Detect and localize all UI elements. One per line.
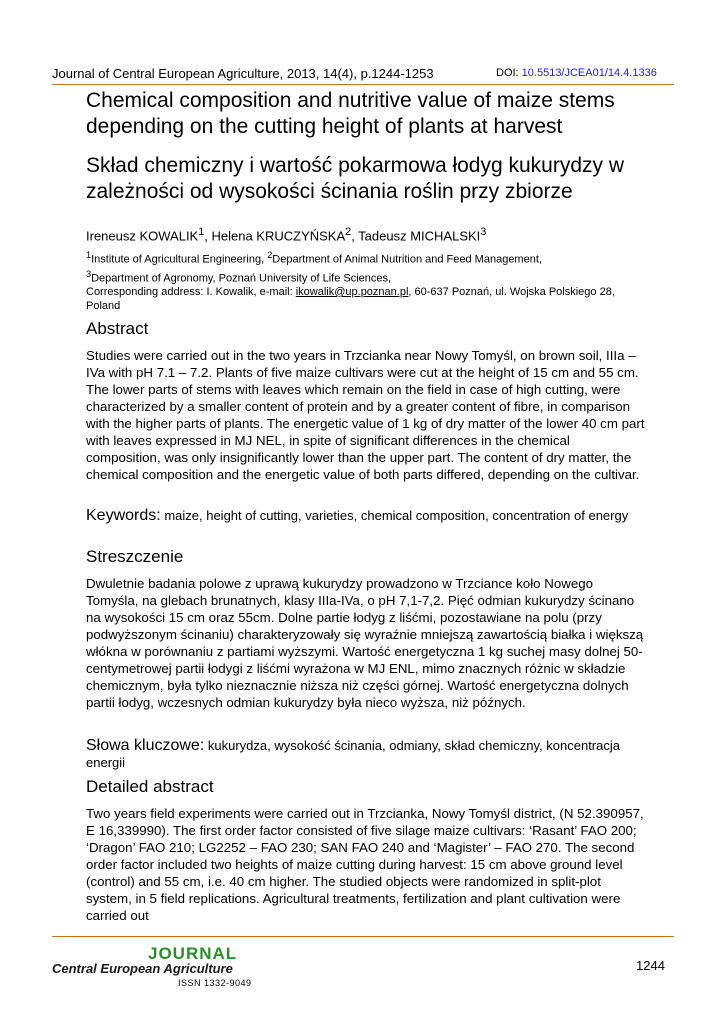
journal-reference: Journal of Central European Agriculture, 2013, 14(4), p.1244-1253 [52, 66, 434, 81]
doi-link[interactable]: 10.5513/JCEA01/14.4.1336 [521, 67, 657, 79]
email-link[interactable]: ikowalik@up.poznan.pl [295, 286, 409, 298]
doi: DOI: 10.5513/JCEA01/14.4.1336 [496, 67, 657, 79]
logo-issn: ISSN 1332-9049 [178, 978, 252, 988]
logo-journal-word: JOURNAL [148, 944, 238, 963]
streszczenie-heading: Streszczenie [86, 547, 184, 566]
title-english: Chemical composition and nutritive value of maize stems depending on the cutting height of plants at harvest [86, 89, 615, 138]
abstract-heading: Abstract [86, 319, 149, 338]
slowa-kluczowe: Słowa kluczowe: kukurydza, wysokość ścinania, odmiany, skład chemiczny, koncentracja energii [86, 737, 620, 770]
affiliations: $^1$Institute of Agricultural Engineering, $^2$Department of Animal Nutrition and Feed Management, $^3$Department of Agronomy, Poznań University of Life Sciences, [86, 250, 542, 285]
keywords-label: Keywords: [86, 507, 161, 524]
streszczenie-text: Dwuletnie badania polowe z uprawą kukurydzy prowadzono w Trzciance koło Nowego Tomyśla, na glebach brunatnych, klasy IIIa-IVa, o pH 7,1-7,2. Pięć odmian kukurydzy ścinano na wysokości 15 cm oraz 55cm. Dolne partie łodyg z liśćmi, pozostawiane na polu (przy podwyższonym ścinaniu) charakteryzowały się wyraźnie mniejszą zawartością białka i większą włókna w porównaniu z partiami wyższymi. Wartość energetyczna 1 kg suchej masy dolnej 50-centymetrowej partii łodygi z liśćmi wyrażona w MJ ENL, mimo znacznych różnic w składzie chemicznym, była tylko nieznacznie niższa niż części górnej. Wartość energetyczna dolnych partii łodyg, wczesnych odmian kukurydzy była nieco wyższa, niż późnych. [86, 576, 644, 710]
logo-journal-name: Central European Agriculture [52, 961, 233, 976]
detailed-abstract-text: Two years field experiments were carried out in Trzcianka, Nowy Tomyśl district, (N 52.390957, E 16,339990). The first order factor consisted of five silage maize cultivars: ‘Rasant’ FAO 200; ‘Dragon’ FAO 210; LG2252 – FAO 230; SAN FAO 240 and ‘Magister’ – FAO 270. The second order factor included two heights of maize cutting during harvest: 15 cm above ground level (control) and 55 cm, i.e. 40 cm higher. The studied objects were randomized in split-plot system, in 5 field replications. Agricultural treatments, fertilization and plant cultivation were carried out [86, 806, 644, 923]
journal-logo [52, 944, 282, 994]
header-rule [52, 84, 674, 85]
journal-header [52, 66, 674, 81]
footer-rule [52, 936, 674, 937]
title-polish: Skład chemiczny i wartość pokarmowa łodyg kukurydzy w zależności od wysokości ścinania roślin przy zbiorze [86, 154, 625, 203]
keywords: Keywords: maize, height of cutting, varieties, chemical composition, concentration of energy [86, 507, 629, 524]
page-number: 1244 [636, 958, 665, 973]
correspondence-address: Corresponding address: I. Kowalik, e-mail: ikowalik@up.poznan.pl, 60-637 Poznań, ul. Wojska Polskiego 28, Poland [86, 286, 615, 312]
detailed-abstract-heading: Detailed abstract [86, 777, 214, 796]
slowa-kluczowe-label: Słowa kluczowe: [86, 737, 205, 754]
abstract-text: Studies were carried out in the two years in Trzcianka near Nowy Tomyśl, on brown soil, IIIa – IVa with pH 7.1 – 7.2. Plants of five maize cultivars were cut at the height of 15 cm and 55 cm. The lower parts of stems with leaves which remain on the field in case of high cutting, were characterized by a smaller content of protein and by a greater content of fibre, in comparison with the higher parts of plants. The energetic value of 1 kg of dry matter of the lower 40 cm part with leaves expressed in MJ NEL, in spite of significant differences in the chemical composition, was only insignificantly lower than the upper part. The content of dry matter, the chemical composition and the energetic value of both parts differed, depending on the cultivar. [86, 348, 645, 482]
author-list: Ireneusz KOWALIK$^1$, Helena KRUCZYŃSKA$^2$, Tadeusz MICHALSKI$^3$ [86, 226, 487, 244]
